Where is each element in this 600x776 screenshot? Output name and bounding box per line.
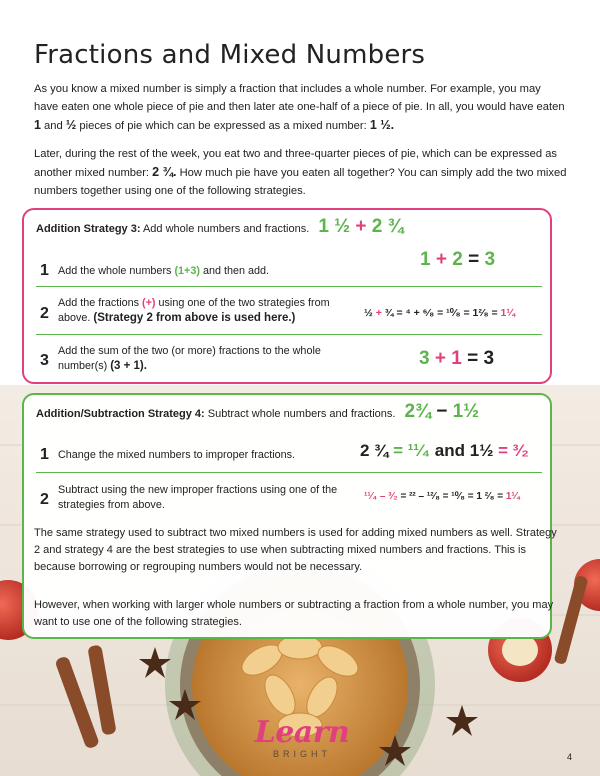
eq-equals: =	[497, 491, 504, 502]
strategy-desc: Add whole numbers and fractions.	[142, 223, 310, 235]
eq-operator: –	[379, 491, 386, 502]
eq-term: ¾	[384, 307, 394, 319]
learn-bright-logo	[248, 715, 356, 759]
intro-bold: 1	[34, 118, 41, 132]
intro-bold: 2 ¾.	[152, 165, 177, 179]
step-text-part: and then add.	[199, 265, 269, 277]
strategy-3-expression	[318, 216, 403, 237]
intro-paragraph-2	[34, 145, 568, 200]
step-bold: (Strategy 2 from above is used here.)	[93, 312, 296, 324]
step-highlight: (1+3)	[174, 265, 200, 277]
eq-term: ²² – ¹²⁄₈	[409, 491, 440, 502]
logo-sub-text: BRIGHT	[272, 749, 331, 759]
expr-operator: −	[436, 401, 448, 422]
step-number: 2	[40, 491, 49, 508]
eq-term: 1	[420, 249, 431, 270]
equation-whole-sum	[420, 249, 495, 271]
eq-equals: =	[498, 441, 509, 460]
eq-term: ¹⁰⁄₈	[451, 491, 465, 502]
strategy-label: Addition Strategy 3:	[36, 223, 141, 235]
eq-equals: =	[393, 441, 404, 460]
step-text-part: Add the fractions	[58, 297, 143, 309]
eq-equals: =	[442, 491, 449, 502]
eq-operator: +	[375, 307, 382, 319]
step-text	[58, 344, 358, 374]
logo-main-text: Learn	[254, 715, 350, 750]
step-number: 2	[40, 305, 49, 322]
eq-operator: +	[434, 348, 446, 369]
eq-result: 3	[483, 348, 495, 369]
equation-fraction-sum	[364, 307, 515, 319]
expr-term: 2 ¾	[371, 216, 404, 237]
eq-equals: =	[491, 307, 498, 319]
eq-equals: =	[396, 307, 403, 319]
row-divider	[36, 286, 542, 287]
step-text: Change the mixed numbers to improper fractions.	[58, 449, 296, 461]
step-number: 1	[40, 262, 49, 279]
eq-term: 1²⁄₈	[472, 307, 489, 319]
eq-term: 1	[451, 348, 462, 369]
closing-paragraph-2: However, when working with larger whole numbers or subtracting a fraction from a whole number, you may want to use one of the following strategies.	[34, 599, 554, 628]
eq-equals: =	[437, 307, 444, 319]
strategy-desc: Subtract whole numbers and fractions.	[207, 408, 396, 420]
eq-term: 1½	[469, 441, 494, 460]
expr-operator: +	[355, 216, 367, 237]
eq-term: 2 ¾	[360, 441, 389, 460]
row-divider	[36, 472, 542, 473]
eq-term: 3	[419, 348, 430, 369]
step-text-part: Add the whole numbers	[58, 265, 175, 277]
intro-text: pieces of pie which can be expressed as a mixed number:	[76, 120, 370, 132]
step-highlight: (+)	[142, 297, 156, 309]
eq-operator: +	[435, 249, 447, 270]
intro-text: Later, during the rest of the week, you eat two and three-quarter pieces of pie, which can be expressed as another mixed number:	[34, 148, 558, 179]
step-text-part: using one of the two strategies from above.	[58, 297, 330, 324]
equation-subtraction	[364, 491, 520, 502]
eq-equals: =	[467, 348, 479, 369]
expr-term: 1½	[452, 401, 480, 422]
intro-text: and	[40, 120, 66, 132]
eq-term: ³⁄₂	[388, 491, 398, 502]
eq-term: 2	[452, 249, 463, 270]
equation-total	[419, 348, 494, 370]
step-text: Subtract using the new improper fractions using one of the strategies from above.	[58, 484, 338, 511]
step-number: 1	[40, 446, 49, 463]
eq-term: ¹¹⁄₄	[407, 441, 431, 460]
eq-equals: =	[467, 491, 474, 502]
page-title: Fractions and Mixed Numbers	[34, 40, 426, 70]
eq-term: ¹¹⁄₄	[364, 491, 378, 502]
step-text-part: Add the sum of the two (or more) fractions to the whole number(s)	[58, 345, 321, 372]
intro-bold: 1 ½.	[369, 118, 395, 132]
intro-text: How much pie have you eaten all together? You can simply add the two mixed numbers together using one of the following strategies.	[34, 167, 567, 197]
eq-term: ¹⁰⁄₈	[446, 307, 461, 319]
eq-equals: =	[463, 307, 470, 319]
page-number: 4	[567, 752, 573, 762]
eq-equals: =	[400, 491, 407, 502]
step-text	[58, 264, 358, 279]
intro-text: As you know a mixed number is simply a fraction that includes a whole number. For example, you may have eaten one whole piece of pie and then later ate one-half of a piece of pie. In all, you would have eaten	[34, 83, 565, 113]
eq-result: 3	[484, 249, 496, 270]
eq-term: 1 ²⁄₈	[476, 491, 495, 502]
step-number: 3	[40, 352, 49, 369]
intro-bold: ½	[65, 118, 77, 132]
eq-and: and	[434, 441, 465, 460]
addition-strategy-3-box	[22, 208, 552, 384]
row-divider	[36, 334, 542, 335]
closing-paragraph-1: The same strategy used to subtract two mixed numbers is used for adding mixed numbers as well. Strategy 2 and strategy 4 are the best strategies to use when subtracting mixed numbers and fractions. This is because borrowing or regrouping numbers would not be necessary.	[34, 527, 557, 573]
equation-improper	[360, 441, 529, 461]
step-text	[58, 296, 358, 326]
expr-term: 1 ½	[318, 216, 351, 237]
step-bold: (3 + 1).	[110, 360, 147, 372]
eq-result: 1¼	[500, 307, 516, 319]
expr-term: 2¾	[404, 401, 431, 422]
eq-equals: =	[468, 249, 480, 270]
strategy-3-header	[36, 216, 403, 238]
strategy-4-expression	[405, 401, 480, 422]
strategy-4-header	[36, 401, 479, 423]
strategy-label: Addition/Subtraction Strategy 4:	[36, 408, 205, 420]
intro-paragraph-1	[34, 80, 568, 135]
eq-term: ½	[364, 307, 373, 319]
eq-term: ⁴ + ⁶⁄₈	[405, 307, 435, 319]
eq-result: 1¼	[505, 491, 520, 502]
eq-term: ³⁄₂	[512, 441, 529, 460]
